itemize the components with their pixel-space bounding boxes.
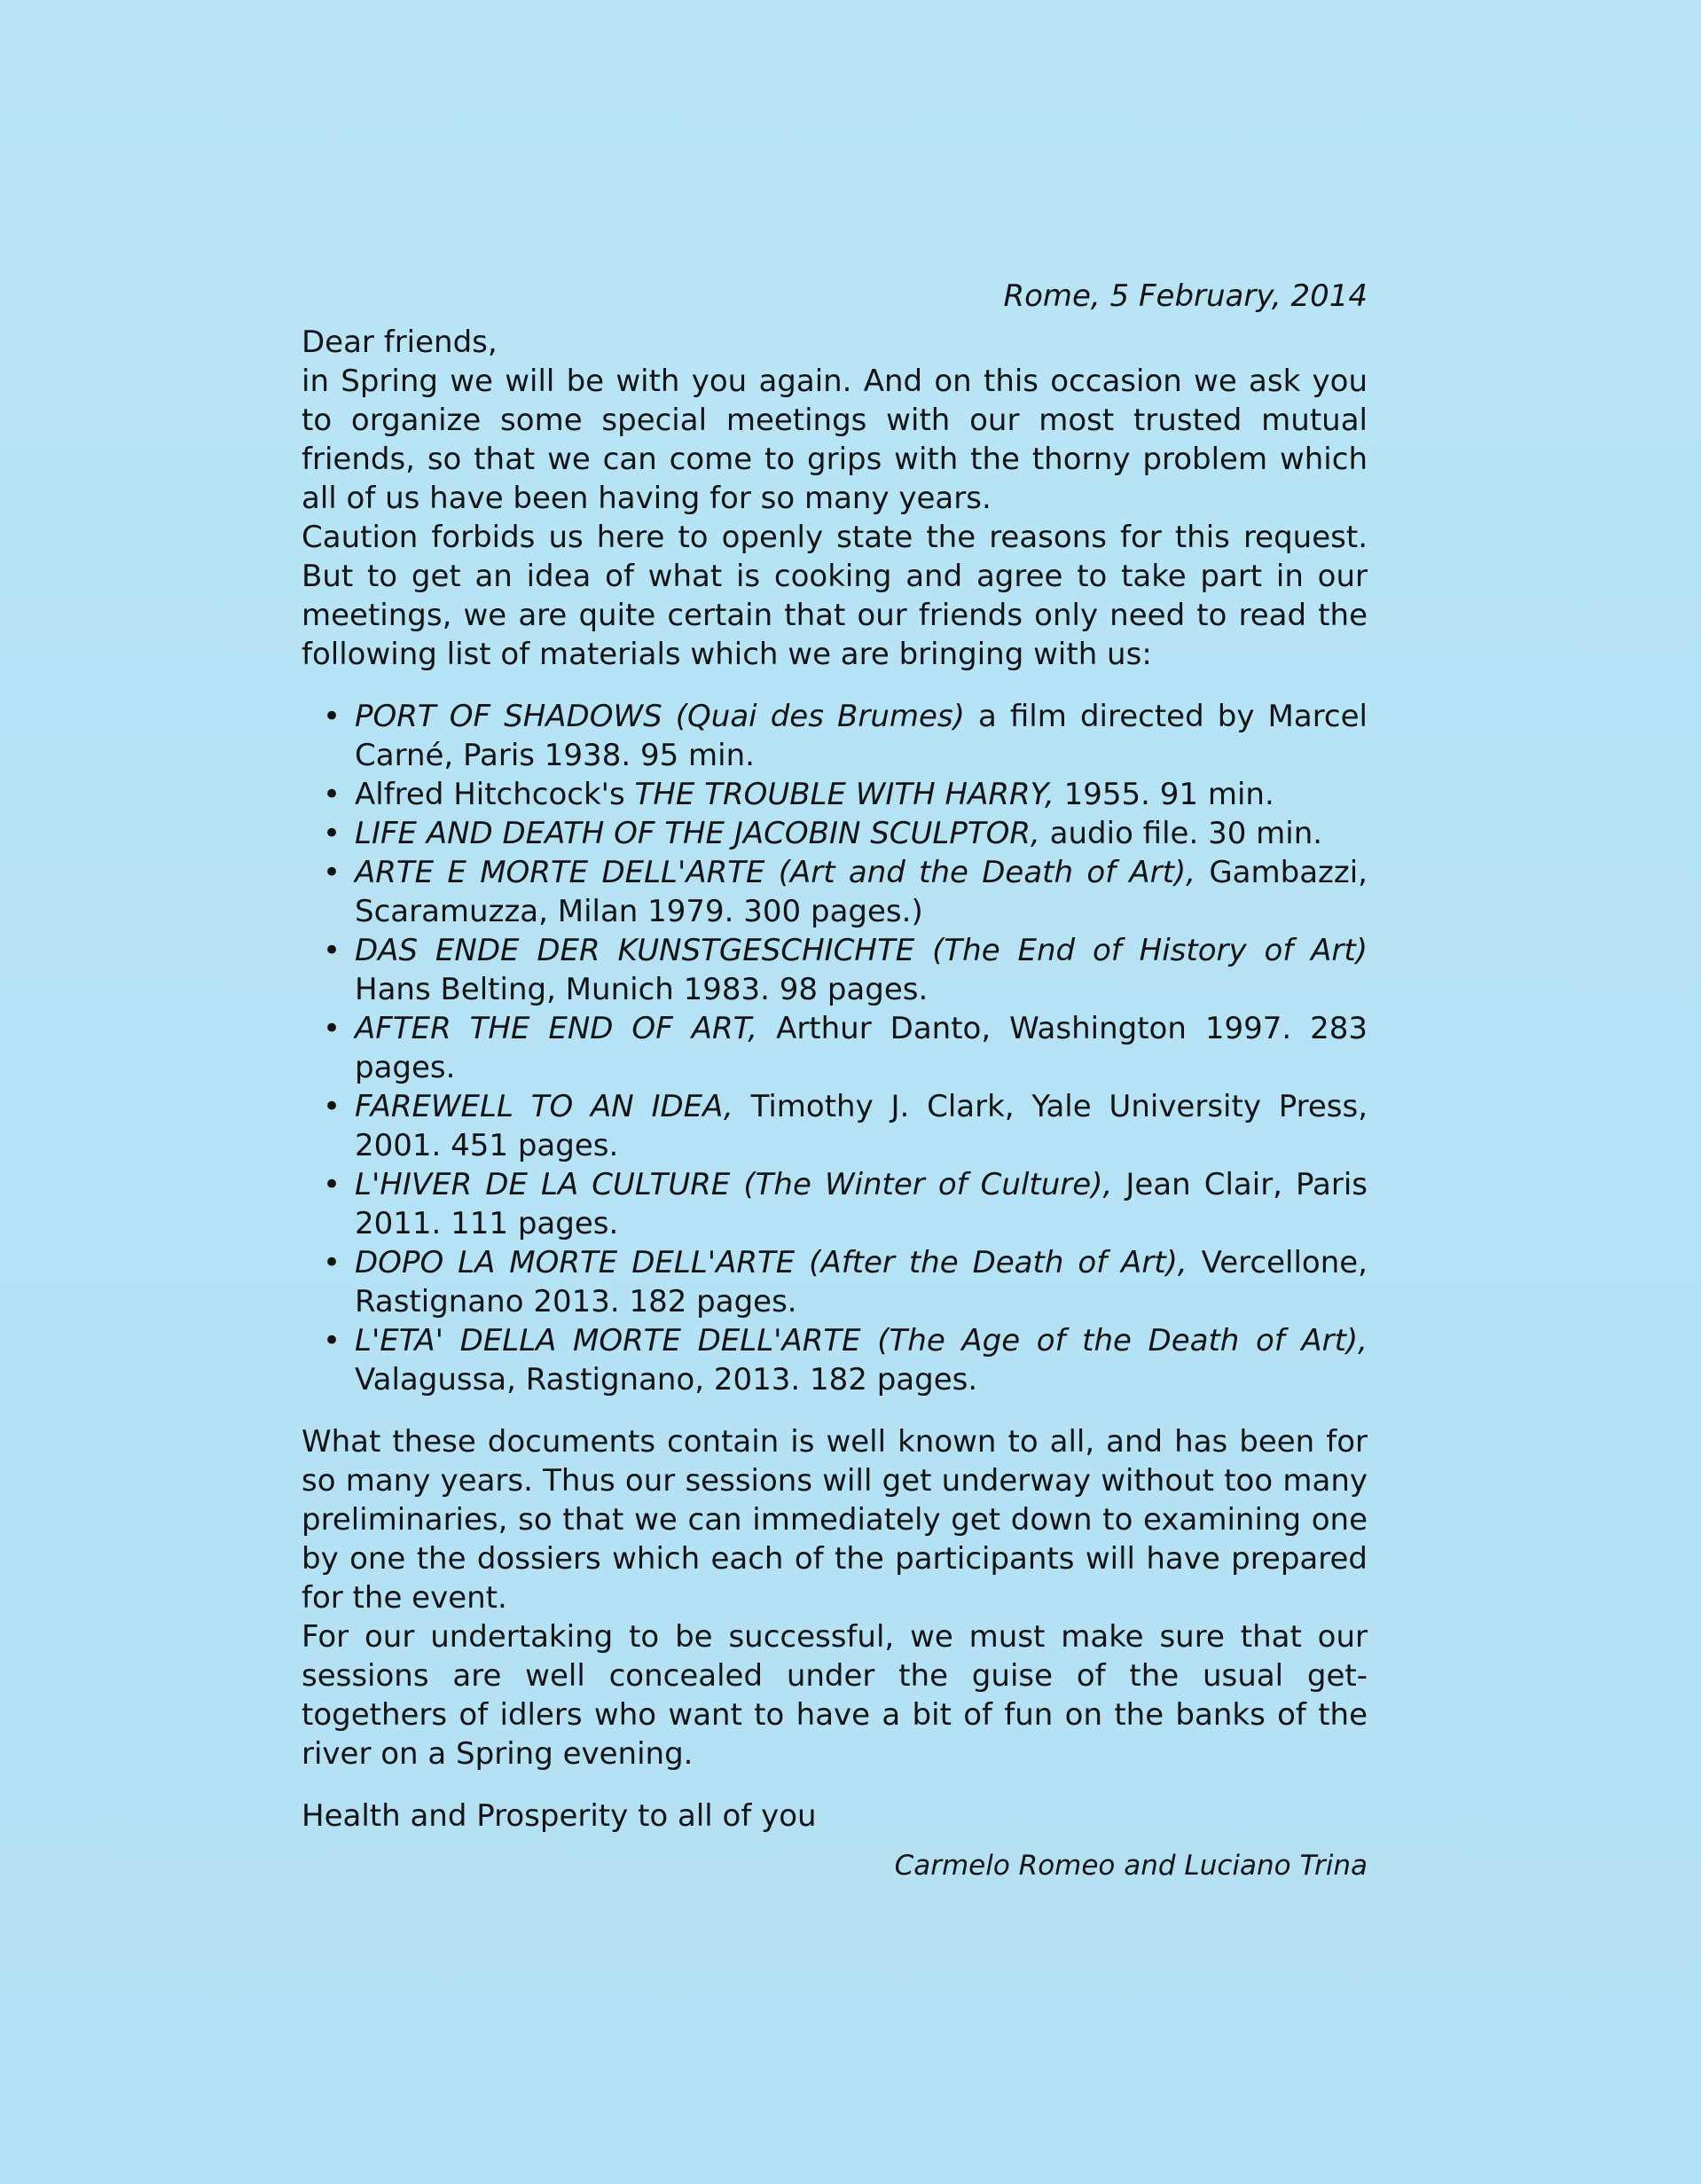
item-details: Hans Belting, Munich 1983. 98 pages. — [355, 972, 929, 1007]
materials-list — [323, 697, 1368, 1399]
list-item — [323, 1165, 1368, 1243]
intro-paragraph-1: in Spring we will be with you again. And on this occasion we ask you to organize some special meetings with our most trusted mutual friends, so that we can come to grips with the thorny problem which all of us have been having for so many years. — [302, 364, 1368, 516]
bullet-icon: • — [323, 933, 341, 968]
closing-line: Health and Prosperity to all of you — [302, 1798, 817, 1834]
list-item — [323, 853, 1368, 931]
greeting: Dear friends, — [302, 325, 498, 360]
bullet-icon: • — [323, 816, 341, 851]
item-title: AFTER THE END OF ART, — [355, 1011, 758, 1046]
item-details: Vercellone, Rastignano 2013. 182 pages. — [355, 1245, 1368, 1319]
item-details: audio file. 30 min. — [1039, 816, 1323, 851]
item-title: FAREWELL TO AN IDEA, — [355, 1089, 733, 1124]
item-title: ARTE E MORTE DELL'ARTE (Art and the Death of Art), — [355, 855, 1196, 890]
bullet-icon: • — [323, 1323, 341, 1358]
item-title: LIFE AND DEATH OF THE JACOBIN SCULPTOR, — [355, 816, 1040, 851]
item-title: L'HIVER DE LA CULTURE (The Winter of Culture), — [355, 1167, 1113, 1202]
item-details: Timothy J. Clark, Yale University Press, 2001. 451 pages. — [355, 1089, 1368, 1163]
bullet-icon: • — [323, 1245, 341, 1280]
bullet-icon: • — [323, 1167, 341, 1202]
list-item — [323, 931, 1368, 1009]
list-item — [323, 1009, 1368, 1087]
bullet-icon: • — [323, 699, 341, 734]
outro-paragraph-1: What these documents contain is well known to all, and has been for so many years. Thus our sessions will get underway without too many preliminaries, so that we can immediately get down to examining one by one the dossiers which each of the participants will have prepared for the event. — [302, 1424, 1368, 1616]
bullet-icon: • — [323, 1011, 341, 1046]
letter-body — [302, 277, 1368, 1885]
item-details: Arthur Danto, Washington 1997. 283 pages. — [355, 1011, 1368, 1085]
intro-paragraph-2: Caution forbids us here to openly state the reasons for this request. But to get an idea of what is cooking and agree to take part in our meetings, we are quite certain that our friends only need to read the following list of materials which we are bringing with us: — [302, 520, 1368, 672]
item-title: DAS ENDE DER KUNSTGESCHICHTE (The End of History of Art) — [355, 933, 1368, 968]
item-details: a film directed by Marcel Carné, Paris 1938. 95 min. — [355, 699, 1368, 773]
bullet-icon: • — [323, 855, 341, 890]
list-item — [323, 1243, 1368, 1321]
item-details: 1955. 91 min. — [1054, 777, 1274, 812]
list-item — [323, 697, 1368, 775]
letter-date: Rome, 5 February, 2014 — [1003, 278, 1368, 314]
list-item — [323, 1087, 1368, 1165]
item-details: Gambazzi, Scaramuzza, Milan 1979. 300 pages.) — [355, 855, 1368, 929]
signature: Carmelo Romeo and Luciano Trina — [894, 1850, 1368, 1882]
item-details: Jean Clair, Paris 2011. 111 pages. — [355, 1167, 1368, 1241]
item-title: DOPO LA MORTE DELL'ARTE (After the Death of Art), — [355, 1245, 1188, 1280]
bullet-icon: • — [323, 1089, 341, 1124]
outro-paragraph-2: For our undertaking to be successful, we must make sure that our sessions are well concealed under the guise of the usual get-togethers of idlers who want to have a bit of fun on the banks of the river on a Spring evening. — [302, 1619, 1368, 1772]
item-title: L'ETA' DELLA MORTE DELL'ARTE (The Age of the Death of Art), — [355, 1323, 1368, 1358]
bullet-icon: • — [323, 777, 341, 812]
item-details: Valagussa, Rastignano, 2013. 182 pages. — [355, 1362, 978, 1397]
item-title: THE TROUBLE WITH HARRY, — [634, 777, 1054, 812]
list-item — [323, 814, 1368, 853]
list-item — [323, 1321, 1368, 1399]
item-pre: Alfred Hitchcock's — [355, 777, 635, 812]
item-title: PORT OF SHADOWS (Quai des Brumes) — [355, 699, 965, 734]
list-item — [323, 775, 1368, 814]
